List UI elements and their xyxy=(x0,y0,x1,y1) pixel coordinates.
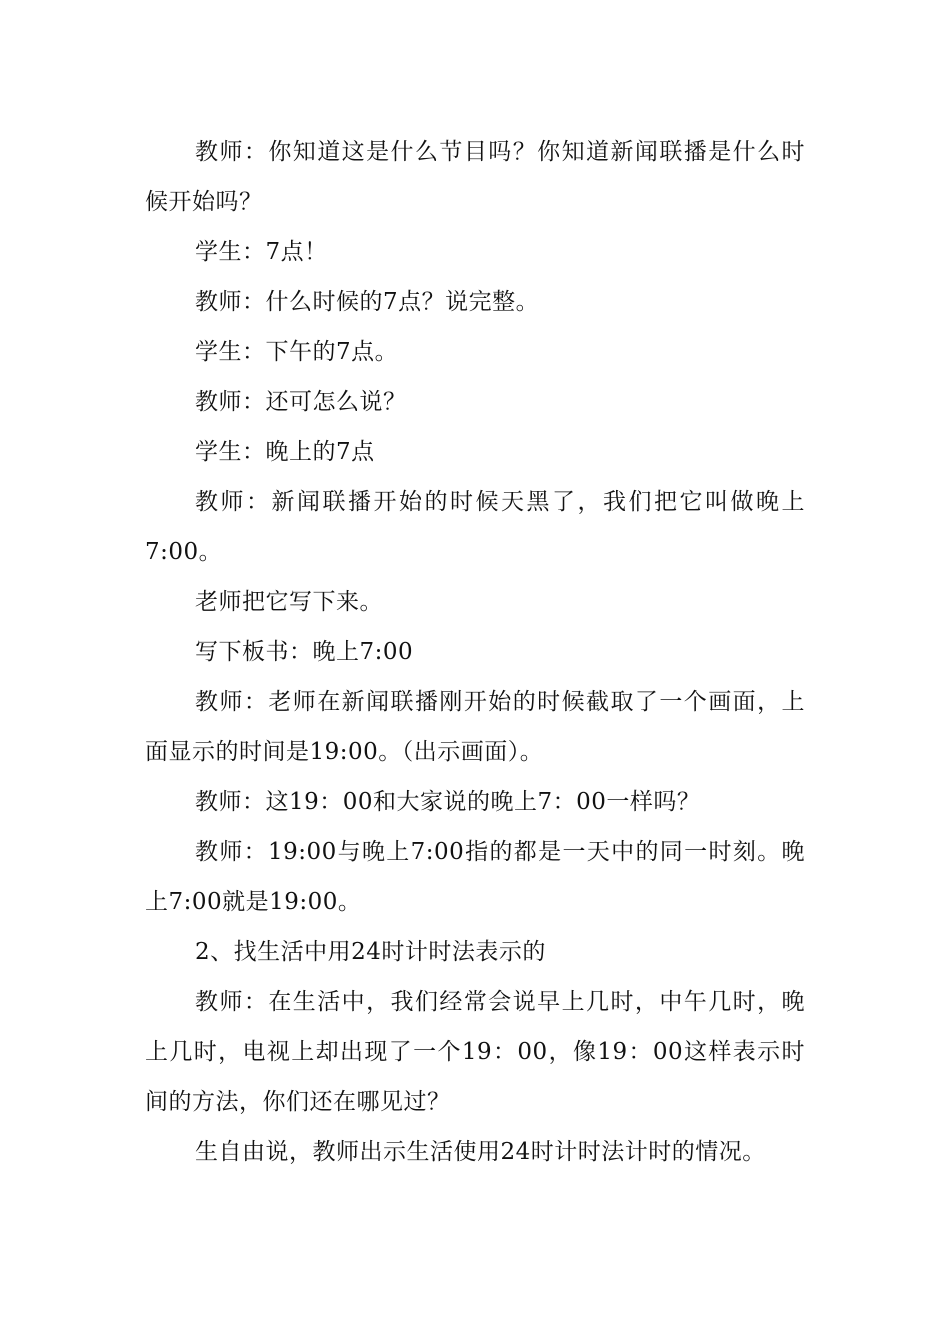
paragraph-6: 学生：晚上的7点 xyxy=(195,439,375,465)
paragraph-2: 学生：7点！ xyxy=(195,239,328,265)
paragraph-4: 学生：下午的7点。 xyxy=(195,339,399,365)
paragraph-11: 教师：这19：00和大家说的晚上7：00一样吗？ xyxy=(195,789,701,815)
paragraph-13: 2、找生活中用24时计时法表示的 xyxy=(195,939,546,965)
paragraph-9: 写下板书：晚上7:00 xyxy=(195,639,414,665)
document-body xyxy=(145,127,805,1177)
paragraph-12: 教师：19:00与晚上7:00指的都是一天中的同一时刻。晚上7:00就是19:00。 xyxy=(145,839,805,915)
paragraph-8: 老师把它写下来。 xyxy=(195,589,383,615)
paragraph-5: 教师：还可怎么说？ xyxy=(195,389,407,415)
paragraph-7: 教师：新闻联播开始的时候天黑了，我们把它叫做晚上7:00。 xyxy=(145,489,805,565)
paragraph-3: 教师：什么时候的7点？说完整。 xyxy=(195,289,540,315)
paragraph-10: 教师：老师在新闻联播刚开始的时候截取了一个画面，上面显示的时间是19:00。（出示画面）。 xyxy=(145,689,805,765)
paragraph-15: 生自由说，教师出示生活使用24时计时法计时的情况。 xyxy=(195,1139,766,1165)
paragraph-14: 教师：在生活中，我们经常会说早上几时，中午几时，晚上几时，电视上却出现了一个19：00，像19：00这样表示时间的方法，你们还在哪见过？ xyxy=(145,989,805,1115)
paragraph-1: 教师：你知道这是什么节目吗？你知道新闻联播是什么时候开始吗？ xyxy=(145,139,805,215)
